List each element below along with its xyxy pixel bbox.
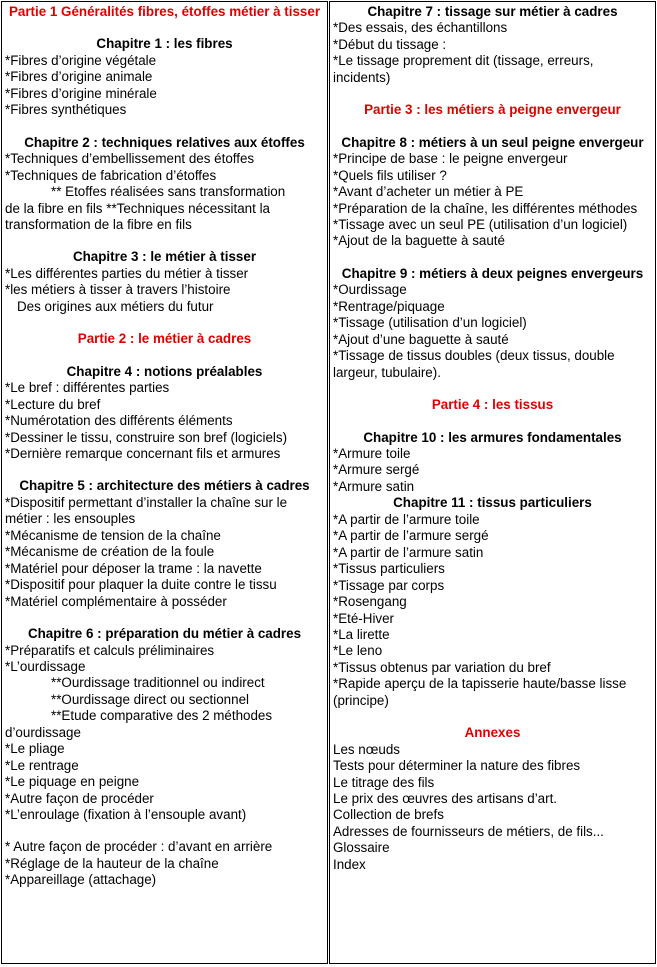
list-item: Tests pour déterminer la nature des fibres [333, 758, 581, 774]
list-item: *les métiers à tisser à travers l’histoire [5, 282, 231, 298]
spacer [333, 381, 652, 397]
list-item: *Rentrage/piquage [333, 298, 445, 314]
right-column [329, 1, 656, 964]
chapter-heading: Chapitre 7 : tissage sur métier à cadres [367, 4, 618, 19]
list-item: *Les différentes parties du métier à tisser [5, 265, 249, 281]
list-item: *Tissage par corps [333, 577, 445, 593]
chapter-heading: Chapitre 10 : les armures fondamentales [363, 429, 622, 445]
list-item: *Mécanisme de tension de la chaîne [5, 527, 221, 543]
list-item: *Numérotation des différents éléments [5, 413, 233, 429]
list-item: *Tissus particuliers [333, 561, 445, 577]
sub-item: **Ourdissage direct ou sectionnel [51, 691, 249, 707]
chapter-heading: Chapitre 2 : techniques relatives aux étoffes [24, 134, 305, 150]
chapter-heading: Chapitre 5 : architecture des métiers à cadres [19, 478, 310, 494]
list-item: *Matériel complémentaire à posséder [5, 593, 227, 609]
list-item: *Lecture du bref [5, 396, 101, 412]
list-item: *Techniques d’embellissement des étoffes [5, 151, 255, 167]
list-item: *A partir de l’armure sergé [333, 528, 489, 544]
list-item: *Principe de base : le peigne envergeur [333, 151, 568, 167]
spacer [5, 119, 324, 135]
spacer [5, 823, 324, 839]
spacer [333, 414, 652, 430]
list-item: *Rosengang [333, 594, 407, 610]
list-item: *La lirette [333, 626, 390, 642]
list-item: *A partir de l’armure satin [333, 544, 484, 560]
sub-item: **Ourdissage traditionnel ou indirect [51, 675, 265, 691]
list-item: *Avant d’acheter un métier à PE [333, 184, 524, 200]
list-item: *Ourdissage [333, 282, 407, 298]
list-item: *Le rentrage [5, 757, 79, 773]
spacer [5, 315, 324, 331]
list-item: *Réglage de la hauteur de la chaîne [5, 855, 219, 871]
spacer [5, 233, 324, 249]
part-heading: Partie 4 : les tissus [431, 397, 554, 413]
chapter-heading: Chapitre 4 : notions préalables [66, 363, 263, 379]
list-item: *Tissage (utilisation d’un logiciel) [333, 315, 527, 331]
spacer [5, 348, 324, 364]
list-item: *Autre façon de procéder [5, 790, 154, 806]
chapter-heading: Chapitre 3 : le métier à tisser [72, 249, 257, 265]
left-column [1, 1, 328, 964]
list-item: *L’ourdissage [5, 658, 86, 674]
part-heading: Annexes [464, 725, 521, 741]
list-item: Glossaire [333, 840, 390, 856]
sub-item: ** Etoffes réalisées sans transformation [51, 184, 286, 200]
list-item: *Le piquage en peigne [5, 774, 140, 790]
list-item: de la fibre en fils **Techniques nécessitant la transformation de la fibre en fils [5, 200, 270, 232]
list-item: *Fibres d’origine minérale [5, 85, 157, 101]
list-item: *Le pliage [5, 741, 65, 757]
spacer [5, 610, 324, 626]
list-item: *Appareillage (attachage) [5, 872, 157, 888]
list-item: *Le bref : différentes parties [5, 380, 170, 396]
list-item: Le prix des œuvres des artisans d’art. [333, 791, 558, 807]
list-item: * Autre façon de procéder : d’avant en arrière [5, 839, 273, 855]
list-item: *Préparation de la chaîne, les différentes méthodes [333, 200, 638, 216]
list-item: *Mécanisme de création de la foule [5, 544, 215, 560]
list-item: d’ourdissage [5, 724, 81, 740]
chapter-heading: Chapitre 1 : les fibres [96, 36, 233, 52]
chapter-heading: Chapitre 6 : préparation du métier à cadres [27, 626, 302, 642]
list-item: *Quels fils utiliser ? [333, 167, 447, 183]
list-item: *L’enroulage (fixation à l’ensouple avant) [5, 807, 247, 823]
list-item: *Tissage avec un seul PE (utilisation d’un logiciel) [333, 216, 628, 232]
list-item: *Tissus obtenus par variation du bref [333, 659, 551, 675]
list-item: *Début du tissage : [333, 36, 447, 52]
list-item: *Dispositif pour plaquer la duite contre le tissu [5, 577, 277, 593]
list-item: *Tissage de tissus doubles (deux tissus, double largeur, tubulaire). [333, 348, 615, 380]
sub-item: **Etude comparative des 2 méthodes [51, 708, 273, 724]
list-item: *Armure satin [333, 478, 415, 494]
list-item: Collection de brefs [333, 807, 444, 823]
list-item: Adresses de fournisseurs de métiers, de fils... [333, 823, 604, 839]
part-heading: Partie 1 Généralités fibres, étoffes métier à tisser [8, 4, 321, 19]
chapter-heading: Chapitre 9 : métiers à deux peignes envergeurs [341, 265, 644, 281]
spacer [333, 250, 652, 266]
list-item: *Armure sergé [333, 462, 420, 478]
list-item: Le titrage des fils [333, 774, 435, 790]
list-item: *Armure toile [333, 445, 411, 461]
list-item: *Fibres d’origine végétale [5, 52, 157, 68]
spacer [5, 20, 324, 36]
chapter-heading: Chapitre 11 : tissus particuliers [393, 495, 592, 511]
list-item: *Ajout d’une baguette à sauté [333, 331, 509, 347]
part-heading: Partie 3 : les métiers à peigne envergeur [364, 102, 621, 118]
list-item: *Rapide aperçu de la tapisserie haute/basse lisse (principe) [333, 676, 627, 708]
list-item: *Des essais, des échantillons [333, 20, 508, 36]
spacer [333, 709, 652, 725]
list-item: Les nœuds [333, 741, 400, 757]
sub-item: Des origines aux métiers du futur [17, 298, 214, 314]
list-item: *Dernière remarque concernant fils et armures [5, 445, 281, 461]
spacer [5, 462, 324, 478]
list-item: *Le leno [333, 643, 383, 659]
list-item: *Dispositif permettant d’installer la chaîne sur le métier : les ensouples [5, 494, 288, 527]
spacer [333, 86, 652, 102]
list-item: *Matériel pour déposer la trame : la navette [5, 560, 262, 576]
part-heading: Partie 2 : le métier à cadres [77, 331, 252, 347]
list-item: Index [333, 856, 366, 872]
list-item: *Le tissage proprement dit (tissage, erreurs, incidents) [333, 53, 594, 85]
list-item: *A partir de l’armure toile [333, 511, 480, 527]
list-item: *Ajout de la baguette à sauté [333, 233, 505, 249]
list-item: *Fibres synthétiques [5, 102, 127, 118]
list-item: *Fibres d’origine animale [5, 69, 153, 85]
spacer [333, 119, 652, 135]
chapter-heading: Chapitre 8 : métiers à un seul peigne envergeur [341, 134, 644, 150]
list-item: *Préparatifs et calculs préliminaires [5, 642, 215, 658]
list-item: *Techniques de fabrication d’étoffes [5, 167, 217, 183]
list-item: *Dessiner le tissu, construire son bref (logiciels) [5, 429, 288, 445]
list-item: *Eté-Hiver [333, 610, 395, 626]
